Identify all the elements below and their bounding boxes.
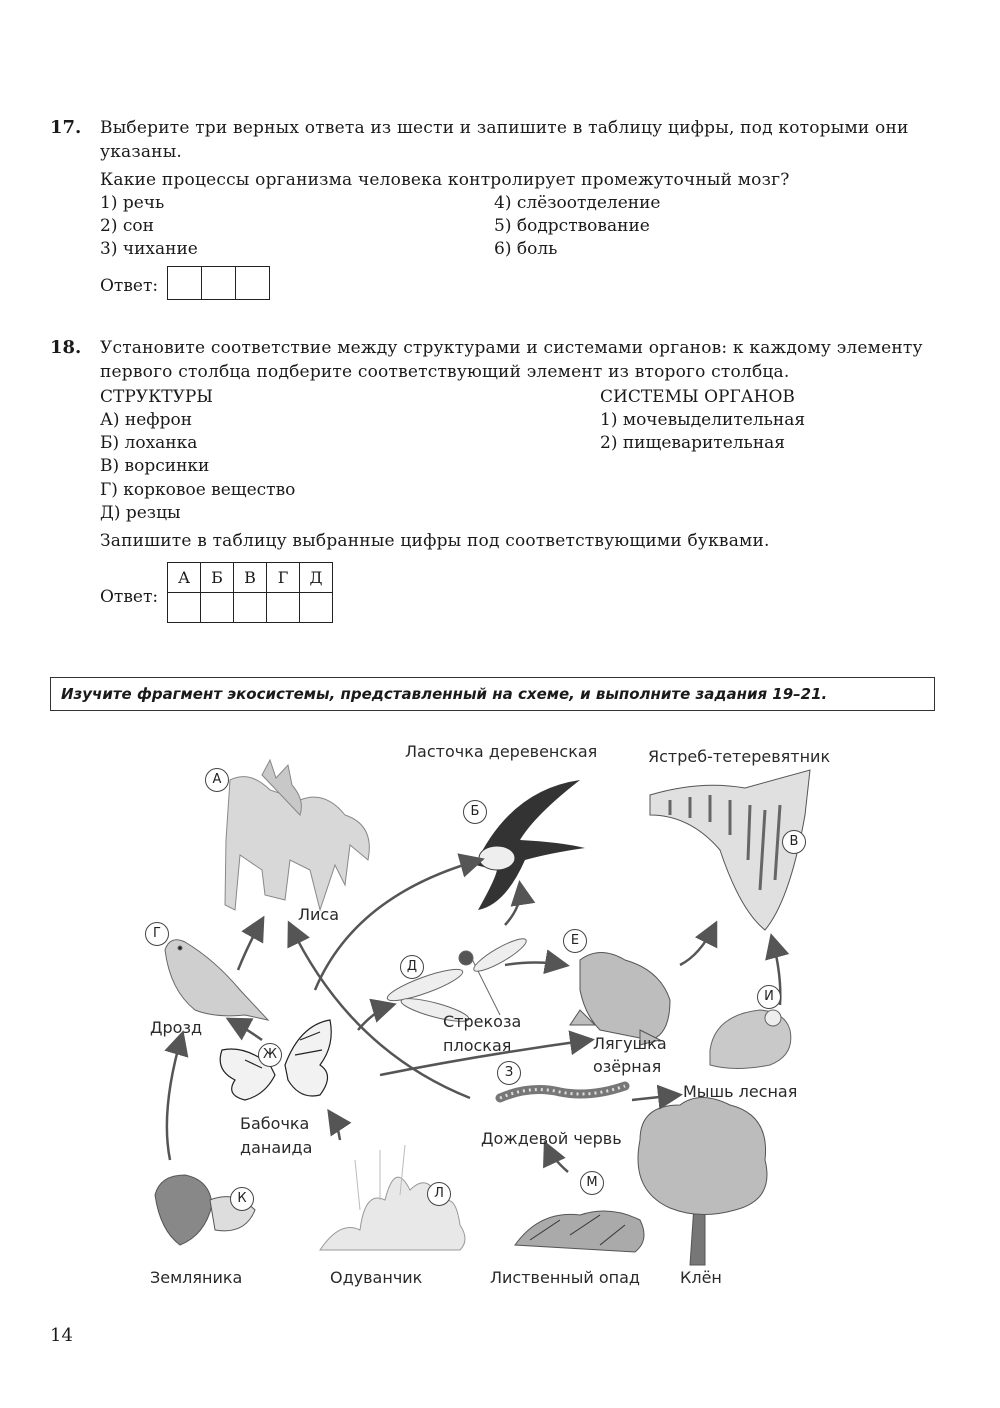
maple-illustration [638, 1098, 767, 1266]
q17-prompt-line2: указаны. [100, 142, 183, 162]
q18-structure-b: Б) лоханка [100, 433, 198, 453]
letter-d: Д [400, 955, 424, 979]
q18-answer-table[interactable] [167, 562, 333, 623]
page-number: 14 [50, 1325, 73, 1346]
q18-structure-a: А) нефрон [100, 410, 193, 430]
q17-answer-boxes[interactable] [167, 266, 270, 300]
letter-k: К [230, 1187, 254, 1211]
q17-question: Какие процессы организма человека контролирует промежуточный мозг? [100, 170, 790, 190]
label-swallow: Ласточка деревенская [405, 742, 598, 761]
q17-answer-cell[interactable] [236, 267, 269, 299]
food-web-svg [0, 720, 1000, 1300]
q18-prompt-line2: первого столбца подберите соответствующий элемент из второго столбца. [100, 362, 790, 382]
label-frog-line1: Лягушка [593, 1034, 667, 1053]
q18-structure-v: В) ворсинки [100, 456, 210, 476]
q18-prompt-line1: Установите соответствие между структурами и системами органов: к каждому элементу [100, 338, 923, 358]
q18-header-cell: А [168, 563, 201, 593]
mouse-illustration [710, 1010, 791, 1069]
letter-l: Л [427, 1182, 451, 1206]
q18-instruction: Запишите в таблицу выбранные цифры под соответствующими буквами. [100, 531, 770, 551]
q17-answer-label: Ответ: [100, 276, 159, 296]
arrow-butterfly-thrush [230, 1020, 262, 1040]
arrow-frog-hawk [680, 925, 715, 965]
q18-answer-header-row [168, 563, 333, 593]
q18-number: 18. [50, 337, 82, 358]
label-dragonfly-line1: Стрекоза [443, 1012, 522, 1031]
q18-header-cell: Д [300, 563, 333, 593]
q18-answer-cell[interactable] [300, 593, 333, 623]
letter-v: В [782, 830, 806, 854]
arrow-thrush-fox [238, 920, 262, 970]
q18-answer-input-row[interactable] [168, 593, 333, 623]
letter-a: А [205, 768, 229, 792]
arrow-dragonfly-frog [505, 963, 565, 966]
earthworm-illustration [500, 1086, 625, 1098]
q17-option-6: 6) боль [494, 239, 558, 259]
arrow-dragonfly-swallow [505, 885, 520, 925]
q17-option-3: 3) чихание [100, 239, 198, 259]
q17-prompt-line1: Выберите три верных ответа из шести и запишите в таблицу цифры, под которыми они [100, 118, 909, 138]
letter-m: М [580, 1171, 604, 1195]
label-strawberry: Земляника [150, 1268, 243, 1287]
q18-answer-cell[interactable] [201, 593, 234, 623]
q18-col1-header: СТРУКТУРЫ [100, 387, 214, 407]
label-earthworm: Дождевой червь [481, 1129, 622, 1148]
arrow-earthworm-mouse [632, 1095, 678, 1100]
label-frog-line2: озёрная [593, 1057, 662, 1076]
q17-option-4: 4) слёзоотделение [494, 193, 661, 213]
q18-answer-cell[interactable] [234, 593, 267, 623]
label-dragonfly-line2: плоская [443, 1036, 512, 1055]
q18-answer-cell[interactable] [168, 593, 201, 623]
q17-option-1: 1) речь [100, 193, 165, 213]
label-butterfly-line1: Бабочка [240, 1114, 310, 1133]
label-maple: Клён [680, 1268, 722, 1287]
frog-illustration [570, 953, 670, 1046]
q17-option-2: 2) сон [100, 216, 154, 236]
q18-structure-d: Д) резцы [100, 503, 181, 523]
label-hawk: Ястреб-тетеревятник [648, 747, 831, 766]
instruction-banner: Изучите фрагмент экосистемы, представленный на схеме, и выполните задания 19–21. [50, 677, 935, 711]
q18-col2-header: СИСТЕМЫ ОРГАНОВ [600, 387, 795, 407]
letter-z: З [497, 1061, 521, 1085]
arrow-strawberry-thrush [167, 1035, 182, 1160]
q18-answer-cell[interactable] [267, 593, 300, 623]
label-leaf-litter: Лиственный опад [490, 1268, 640, 1287]
q17-number: 17. [50, 117, 82, 138]
letter-b: Б [463, 800, 487, 824]
swallow-illustration [475, 780, 585, 910]
letter-i: И [757, 985, 781, 1009]
q18-header-cell: Б [201, 563, 234, 593]
q17-answer-cell[interactable] [202, 267, 236, 299]
fox-illustration [225, 760, 369, 910]
arrow-litter-earthworm [546, 1145, 568, 1172]
thrush-illustration [165, 940, 268, 1020]
ecosystem-diagram [0, 720, 1000, 1300]
q18-system-2: 2) пищеварительная [600, 433, 786, 453]
leaf-litter-illustration [515, 1211, 644, 1252]
label-dandelion: Одуванчик [330, 1268, 423, 1287]
q18-header-cell: В [234, 563, 267, 593]
q18-header-cell: Г [267, 563, 300, 593]
label-thrush: Дрозд [150, 1018, 203, 1037]
label-mouse: Мышь лесная [683, 1082, 798, 1101]
arrow-dandelion-butterfly [330, 1113, 340, 1140]
letter-g: Г [145, 922, 169, 946]
letter-e: Е [563, 929, 587, 953]
label-fox: Лиса [298, 905, 340, 924]
q18-structure-g: Г) корковое вещество [100, 480, 296, 500]
letter-zh: Ж [258, 1043, 282, 1067]
q17-option-5: 5) бодрствование [494, 216, 650, 236]
q18-answer-label: Ответ: [100, 587, 159, 607]
q18-system-1: 1) мочевыделительная [600, 410, 806, 430]
label-butterfly-line2: данаида [240, 1138, 313, 1157]
arrow-butterfly-dragonfly [358, 1005, 392, 1030]
q17-answer-cell[interactable] [168, 267, 202, 299]
